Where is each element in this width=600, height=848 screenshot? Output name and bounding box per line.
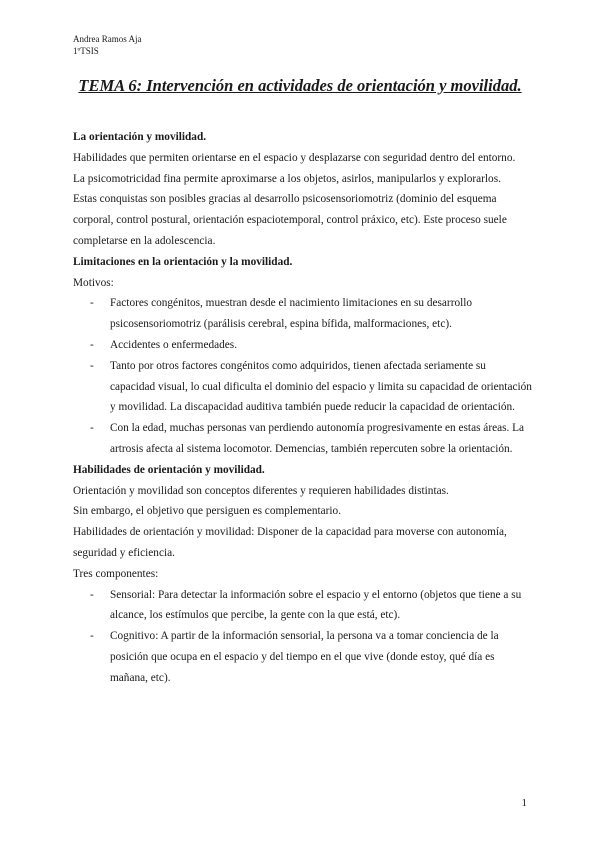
list-item: - Cognitivo: A partir de la información sensorial, la persona va a tomar conciencia de la posición que ocupa en el espacio y del tiempo en el que vive (donde estoy, qué día es mañana, etc). [73,626,533,688]
list-item: - Sensorial: Para detectar la información sobre el espacio y el entorno (objetos que tiene a su alcance, los estímulos que percibe, la gente con la que está, etc). [73,585,533,627]
list-item: - Accidentes o enfermedades. [73,335,533,356]
list-item: - Tanto por otros factores congénitos como adquiridos, tienen afectada seriamente su capacidad visual, lo cual dificulta el dominio del espacio y limita su capacidad de orientación y movilidad. La discapacidad auditiva también puede reducir la capacidad de orientación. [73,356,533,418]
section-heading-orientation: La orientación y movilidad. [73,131,207,143]
paragraph: Motivos: [73,276,114,289]
paragraph: La psicomotricidad fina permite aproximarse a los objetos, asirlos, manipularlos y explorarlos. [73,172,501,185]
list-item: - Con la edad, muchas personas van perdiendo autonomía progresivamente en estas áreas. La artrosis afecta al sistema locomotor. Demencias, también repercuten sobre la orientación. [73,418,533,460]
paragraph: Habilidades que permiten orientarse en el espacio y desplazarse con seguridad dentro del entorno. [73,151,516,164]
paragraph: Tres componentes: [73,567,159,580]
limitations-list [73,293,533,459]
paragraph: Orientación y movilidad son conceptos diferentes y requieren habilidades distintas. [73,484,449,497]
section-heading-skills: Habilidades de orientación y movilidad. [73,463,265,476]
paragraph: Estas conquistas son posibles gracias al desarrollo psicosensoriomotriz (dominio del esquema corporal, control postural, orientación espaciotemporal, control práxico, etc). Este proceso suele completarse en la adolescencia. [73,193,507,247]
document-body [73,127,533,689]
components-list [73,585,533,689]
paragraph: Sin embargo, el objetivo que persiguen es complementario. [73,505,342,518]
paragraph: Habilidades de orientación y movilidad: Disponer de la capacidad para moverse con autonomía, seguridad y eficiencia. [73,526,507,559]
document-title: TEMA 6: Intervención en actividades de orientación y movilidad. [78,76,522,95]
list-item: - Factores congénitos, muestran desde el nacimiento limitaciones en su desarrollo psicosensoriomotriz (parálisis cerebral, espina bífida, malformaciones, etc). [73,293,533,335]
section-heading-limitations: Limitaciones en la orientación y la movilidad. [73,255,293,268]
page-number: 1 [521,797,527,809]
author-name: Andrea Ramos Aja [73,34,142,44]
page-header [73,33,141,57]
course-label: 1ºTSIS [73,46,99,56]
